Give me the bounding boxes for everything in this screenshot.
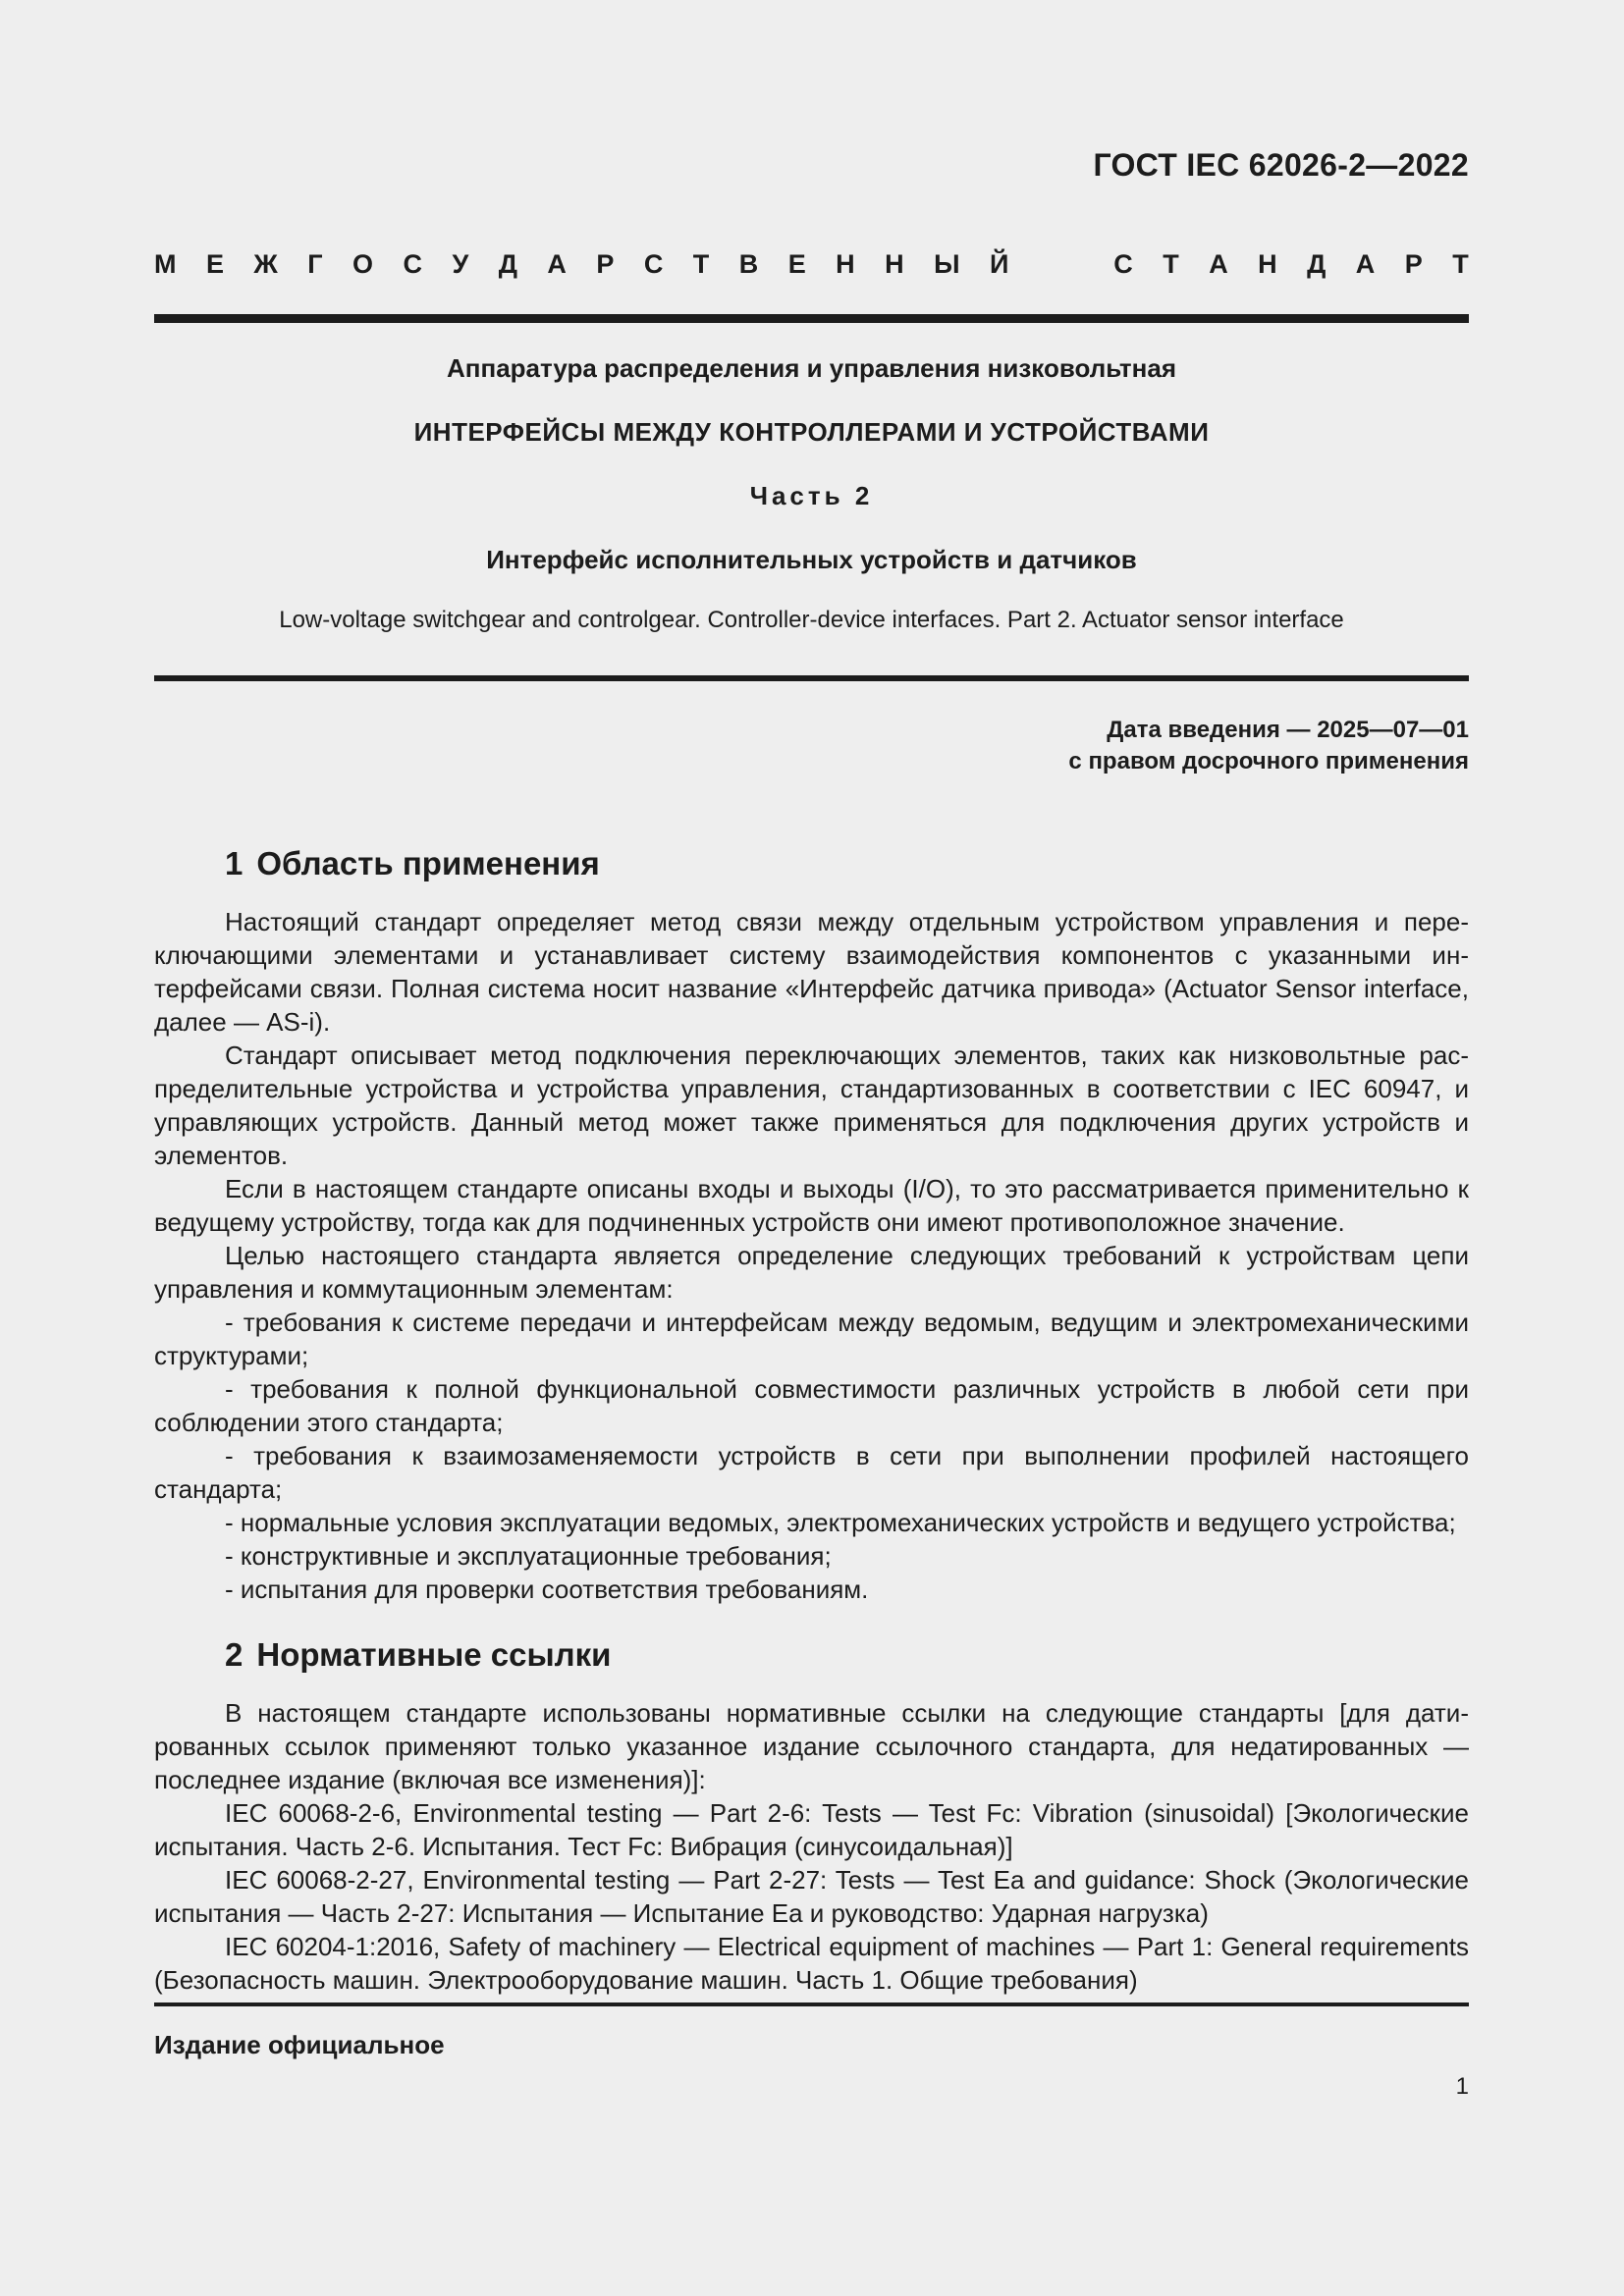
title-line-2: ИНТЕРФЕЙСЫ МЕЖДУ КОНТРОЛЛЕРАМИ И УСТРОЙСТВАМИ	[413, 417, 1210, 447]
section-number: 2	[225, 1636, 244, 1673]
heading-letter: С	[403, 249, 423, 279]
introduction-date-block	[1068, 715, 1469, 777]
reference-entry: IEC 60068-2-27, Environmental testing — Part 2-27: Tests — Test Ea and guidance: Shock (Экологические испытания — Часть 2-27: Испытания — Испытание Ea и руководство: Ударная нагрузка)	[154, 1865, 1469, 1928]
word-gap	[1039, 249, 1084, 280]
heading-letter: Д	[498, 249, 517, 279]
section-heading	[225, 844, 1469, 883]
paragraph: Целью настоящего стандарта является определение следующих требований к устройствам цепи управления и коммутационным элементам:	[154, 1241, 1469, 1304]
standard-number: ГОСТ IEC 62026-2—2022	[1093, 147, 1469, 183]
heading-letter: Д	[1307, 249, 1326, 279]
list-item: - испытания для проверки соответствия требованиям.	[225, 1575, 869, 1604]
heading-letter: Ж	[253, 249, 278, 279]
footer-divider	[154, 2002, 1469, 2006]
early-application-note: с правом досрочного применения	[1068, 748, 1469, 774]
list-item: - требования к полной функциональной совместимости различных устройств в любой сети при соблюдении этого стандарта;	[154, 1374, 1469, 1437]
section-number: 1	[225, 845, 244, 881]
heading-letter: Н	[885, 249, 904, 279]
section-title: Нормативные ссылки	[256, 1636, 612, 1673]
list-item: - конструктивные и эксплуатационные требования;	[225, 1541, 832, 1571]
heading-letter: А	[1209, 249, 1228, 279]
list-item: - требования к взаимозаменяемости устройств в сети при выполнении профилей настоящего стандарта;	[154, 1441, 1469, 1504]
page-number: 1	[1455, 2073, 1469, 2100]
heading-letter: В	[738, 249, 759, 279]
heading-letter: С	[643, 249, 664, 279]
interstate-standard-heading	[154, 249, 1469, 280]
paragraph: Стандарт описывает метод подключения переключающих элементов, таких как низковольтные распределительные устройства и устройства управления, стандартизованных в соответствии с IEC 60947, и управляющих устройств. Данный метод может также применяться для подключения других устройств и элементов.	[154, 1041, 1469, 1170]
heading-letter: Т	[1452, 249, 1469, 279]
heading-letter: Н	[1258, 249, 1277, 279]
reference-entry: IEC 60204-1:2016, Safety of machinery — Electrical equipment of machines — Part 1: General requirements (Безопасность машин. Электрооборудование машин. Часть 1. Общие требования)	[154, 1932, 1469, 1995]
heading-letter: У	[452, 249, 469, 279]
list-item: - нормальные условия эксплуатации ведомых, электромеханических устройств и ведущего устройства;	[225, 1508, 1456, 1537]
paragraph: Настоящий стандарт определяет метод связи между отдельным устройством управления и переключающими элементами и устанавливает систему взаимодействия компонентов с указанными интерфейсами связи. Полная система носит название «Интерфейс датчика привода» (Actuator Sensor interface, далее — AS-i).	[154, 907, 1469, 1037]
heading-letter: Т	[692, 249, 710, 279]
title-part: Часть 2	[749, 481, 874, 510]
heading-letter: Е	[787, 249, 806, 279]
heading-letter: С	[1113, 249, 1133, 279]
section-heading	[225, 1635, 1469, 1675]
heading-letter: Т	[1163, 249, 1179, 279]
heading-letter: Е	[205, 249, 224, 279]
title-line-1: Аппаратура распределения и управления низковольтная	[447, 353, 1176, 383]
document-body	[154, 844, 1469, 1997]
heading-letter: Й	[989, 249, 1009, 279]
heading-letter: Г	[307, 249, 323, 279]
heading-letter: Ы	[934, 249, 960, 279]
introduction-date: Дата введения — 2025—07—01	[1107, 717, 1469, 743]
english-title: Low-voltage switchgear and controlgear. Controller-device interfaces. Part 2. Actuator sensor interface	[279, 607, 1344, 633]
heading-letter: Р	[596, 249, 615, 279]
heading-letter: Н	[836, 249, 855, 279]
title-line-4: Интерфейс исполнительных устройств и датчиков	[486, 545, 1137, 574]
reference-entry: IEC 60068-2-6, Environmental testing — Part 2-6: Tests — Test Fc: Vibration (sinusoidal) [Экологические испытания. Часть 2-6. Испытания. Тест Fc: Вибрация (синусоидальная)]	[154, 1798, 1469, 1861]
official-edition-label: Издание официальное	[154, 2030, 445, 2059]
heading-letter: М	[154, 249, 177, 279]
title-divider	[154, 675, 1469, 681]
heading-letter: А	[1355, 249, 1376, 279]
heading-letter: А	[547, 249, 567, 279]
list-item: - требования к системе передачи и интерфейсам между ведомым, ведущим и электромеханическими структурами;	[154, 1308, 1469, 1370]
top-divider	[154, 314, 1469, 323]
paragraph: Если в настоящем стандарте описаны входы и выходы (I/O), то это рассматривается применительно к ведущему устройству, тогда как для подчиненных устройств они имеют противоположное значение.	[154, 1174, 1469, 1237]
section-title: Область применения	[256, 845, 600, 881]
heading-letter: Р	[1404, 249, 1423, 279]
paragraph: В настоящем стандарте использованы нормативные ссылки на следующие стандарты [для датированных ссылок применяют только указанное издание ссылочного стандарта, для недатированных — последнее издание (включая все изменения)]:	[154, 1698, 1469, 1794]
heading-letter: О	[352, 249, 374, 279]
